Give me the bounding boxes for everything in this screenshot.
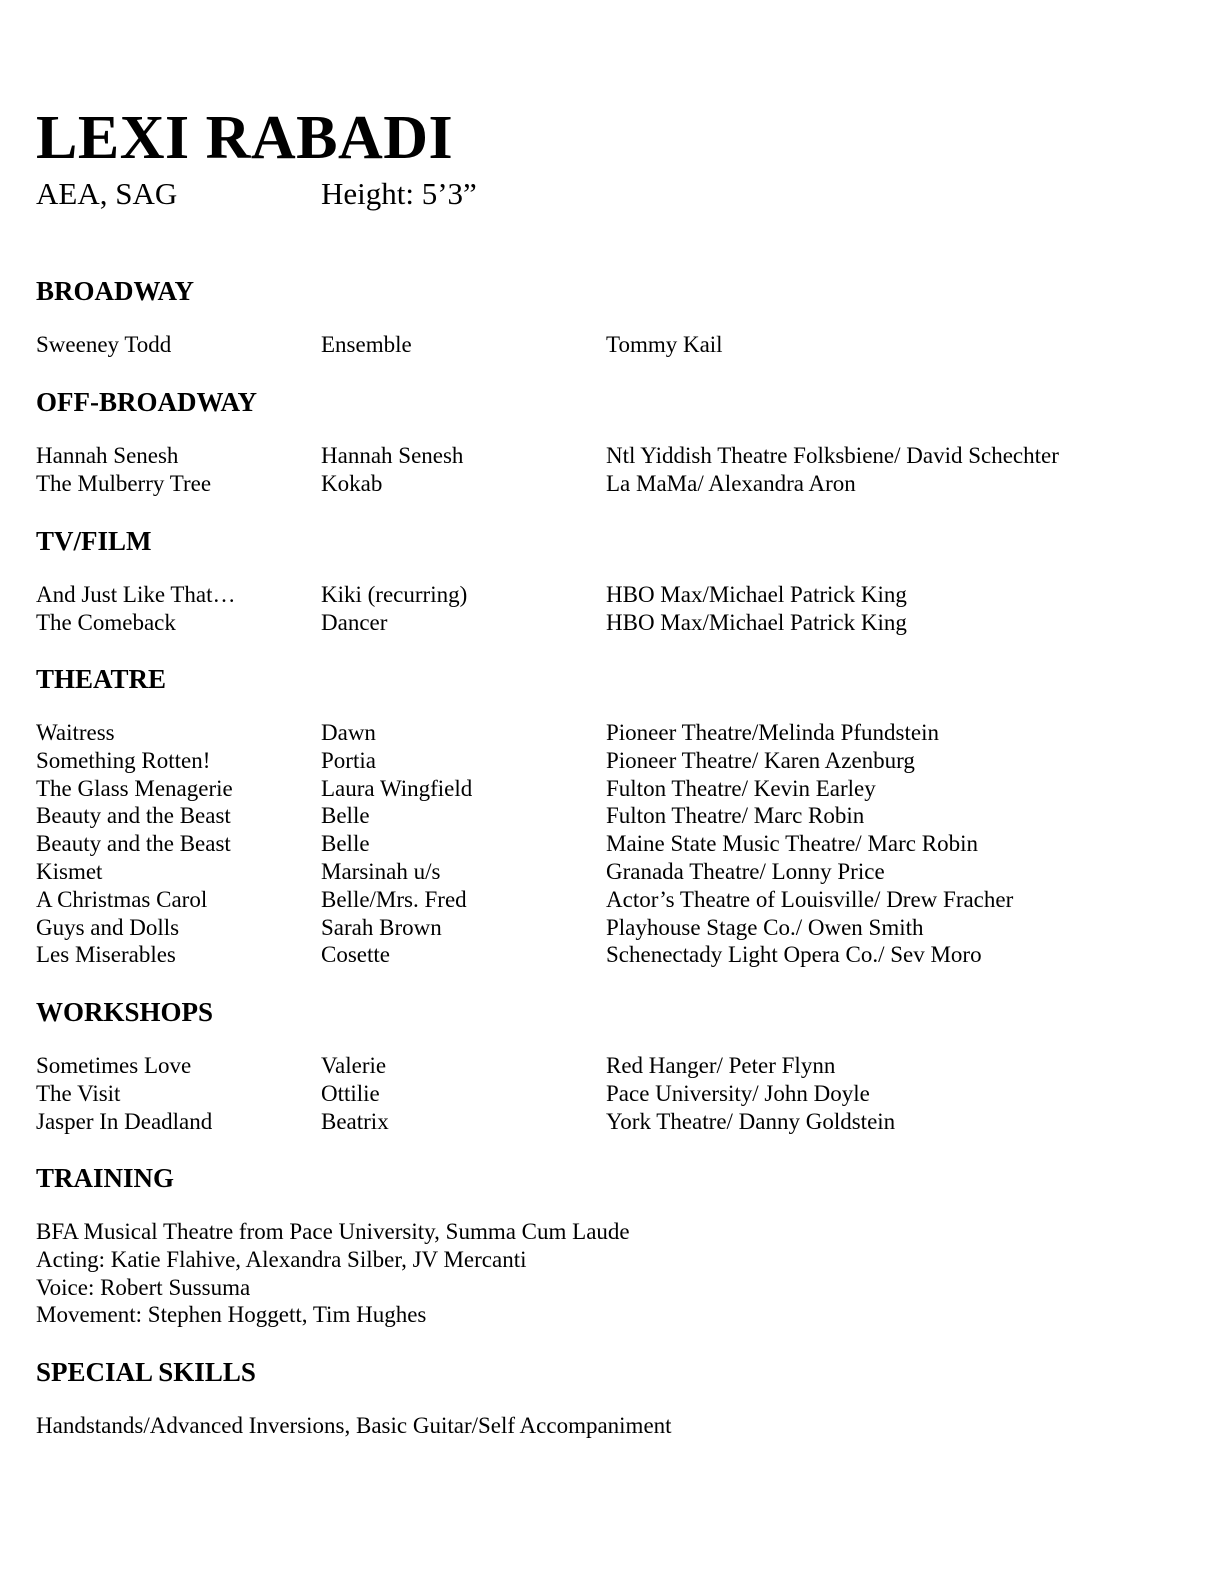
training-list (36, 1218, 1186, 1329)
credit-venue: Fulton Theatre/ Marc Robin (606, 803, 865, 829)
credit-row (36, 830, 1186, 858)
credit-venue: Red Hanger/ Peter Flynn (606, 1053, 836, 1078)
credit-row (36, 719, 1186, 747)
credit-role: Sarah Brown (321, 914, 442, 940)
height-info: Height: 5’3” (321, 176, 477, 211)
workshops-credits (36, 1052, 1186, 1135)
credit-role: Portia (321, 747, 376, 773)
credit-venue: Ntl Yiddish Theatre Folksbiene/ David Schechter (606, 443, 1059, 468)
credit-role: Kiki (recurring) (321, 582, 468, 607)
credit-row (36, 941, 1186, 969)
broadway-credits (36, 331, 1186, 359)
credit-role: Valerie (321, 1053, 387, 1078)
section-heading-off-broadway: OFF-BROADWAY (36, 387, 258, 417)
credit-role: Cosette (321, 942, 390, 968)
credit-role: Dawn (321, 720, 376, 745)
credit-row (36, 747, 1186, 775)
credit-show: Beauty and the Beast (36, 803, 231, 829)
credit-show: Guys and Dolls (36, 914, 180, 940)
union-affiliations: AEA, SAG (36, 176, 178, 211)
credit-show: Beauty and the Beast (36, 831, 231, 857)
section-heading-training: TRAINING (36, 1163, 175, 1193)
credit-venue: Actor’s Theatre of Louisville/ Drew Fracher (606, 886, 1014, 912)
section-heading-tv-film: TV/FILM (36, 526, 152, 556)
credit-venue: HBO Max/Michael Patrick King (606, 582, 907, 607)
special-skill-item: Handstands/Advanced Inversions, Basic Guitar/Self Accompaniment (36, 1413, 672, 1438)
training-item: Acting: Katie Flahive, Alexandra Silber, JV Mercanti (36, 1246, 527, 1272)
credit-role: Belle (321, 803, 370, 829)
credit-show: Something Rotten! (36, 747, 211, 773)
training-item: Movement: Stephen Hoggett, Tim Hughes (36, 1302, 427, 1328)
credit-show: The Comeback (36, 609, 176, 635)
credit-row (36, 914, 1186, 942)
credit-show: The Visit (36, 1080, 121, 1106)
credit-show: Jasper In Deadland (36, 1108, 213, 1134)
credit-row (36, 802, 1186, 830)
theatre-credits (36, 719, 1186, 969)
special-skills-list (36, 1412, 1186, 1440)
credit-show: Hannah Senesh (36, 443, 179, 468)
section-heading-broadway: BROADWAY (36, 276, 195, 306)
credit-row (36, 886, 1186, 914)
credit-venue: Pioneer Theatre/ Karen Azenburg (606, 747, 915, 773)
tv-film-credits (36, 581, 1186, 637)
credit-role: Laura Wingfield (321, 775, 473, 801)
credit-venue: La MaMa/ Alexandra Aron (606, 470, 856, 496)
credit-role: Ottilie (321, 1080, 380, 1106)
credit-venue: HBO Max/Michael Patrick King (606, 609, 907, 635)
credit-role: Belle/Mrs. Fred (321, 886, 467, 912)
section-heading-workshops: WORKSHOPS (36, 997, 214, 1027)
credit-row (36, 442, 1186, 470)
credit-role: Belle (321, 831, 370, 857)
credit-row (36, 1080, 1186, 1108)
credit-show: And Just Like That… (36, 582, 236, 607)
credit-row (36, 470, 1186, 498)
credit-venue: Pioneer Theatre/Melinda Pfundstein (606, 720, 939, 745)
credit-row (36, 1052, 1186, 1080)
section-heading-special-skills: SPECIAL SKILLS (36, 1357, 256, 1387)
training-item: Voice: Robert Sussuma (36, 1274, 251, 1300)
training-item: BFA Musical Theatre from Pace University, Summa Cum Laude (36, 1219, 630, 1244)
credit-row (36, 775, 1186, 803)
credit-role: Dancer (321, 609, 388, 635)
credit-venue: Maine State Music Theatre/ Marc Robin (606, 831, 978, 857)
credit-show: Waitress (36, 720, 115, 745)
credit-row (36, 609, 1186, 637)
performer-name: LEXI RABADI (36, 104, 454, 172)
credit-venue: Fulton Theatre/ Kevin Earley (606, 775, 876, 801)
credit-show: Kismet (36, 858, 103, 884)
credit-show: Les Miserables (36, 942, 176, 968)
credit-venue: Playhouse Stage Co./ Owen Smith (606, 914, 924, 940)
credit-venue: York Theatre/ Danny Goldstein (606, 1108, 896, 1134)
credit-role: Hannah Senesh (321, 443, 464, 468)
credit-show: The Glass Menagerie (36, 775, 233, 801)
credit-row (36, 1108, 1186, 1136)
credit-show: Sweeney Todd (36, 332, 172, 357)
credit-venue: Schenectady Light Opera Co./ Sev Moro (606, 942, 982, 968)
credit-show: The Mulberry Tree (36, 470, 212, 496)
section-heading-theatre: THEATRE (36, 664, 167, 694)
credit-role: Marsinah u/s (321, 858, 441, 884)
credit-role: Ensemble (321, 332, 412, 357)
credit-row (36, 331, 1186, 359)
credit-role: Kokab (321, 470, 383, 496)
credit-venue: Granada Theatre/ Lonny Price (606, 858, 885, 884)
off-broadway-credits (36, 442, 1186, 498)
credit-row (36, 581, 1186, 609)
credit-venue: Tommy Kail (606, 332, 723, 357)
credit-venue: Pace University/ John Doyle (606, 1080, 870, 1106)
credit-row (36, 858, 1186, 886)
credit-show: A Christmas Carol (36, 886, 208, 912)
credit-show: Sometimes Love (36, 1053, 192, 1078)
credit-role: Beatrix (321, 1108, 389, 1134)
